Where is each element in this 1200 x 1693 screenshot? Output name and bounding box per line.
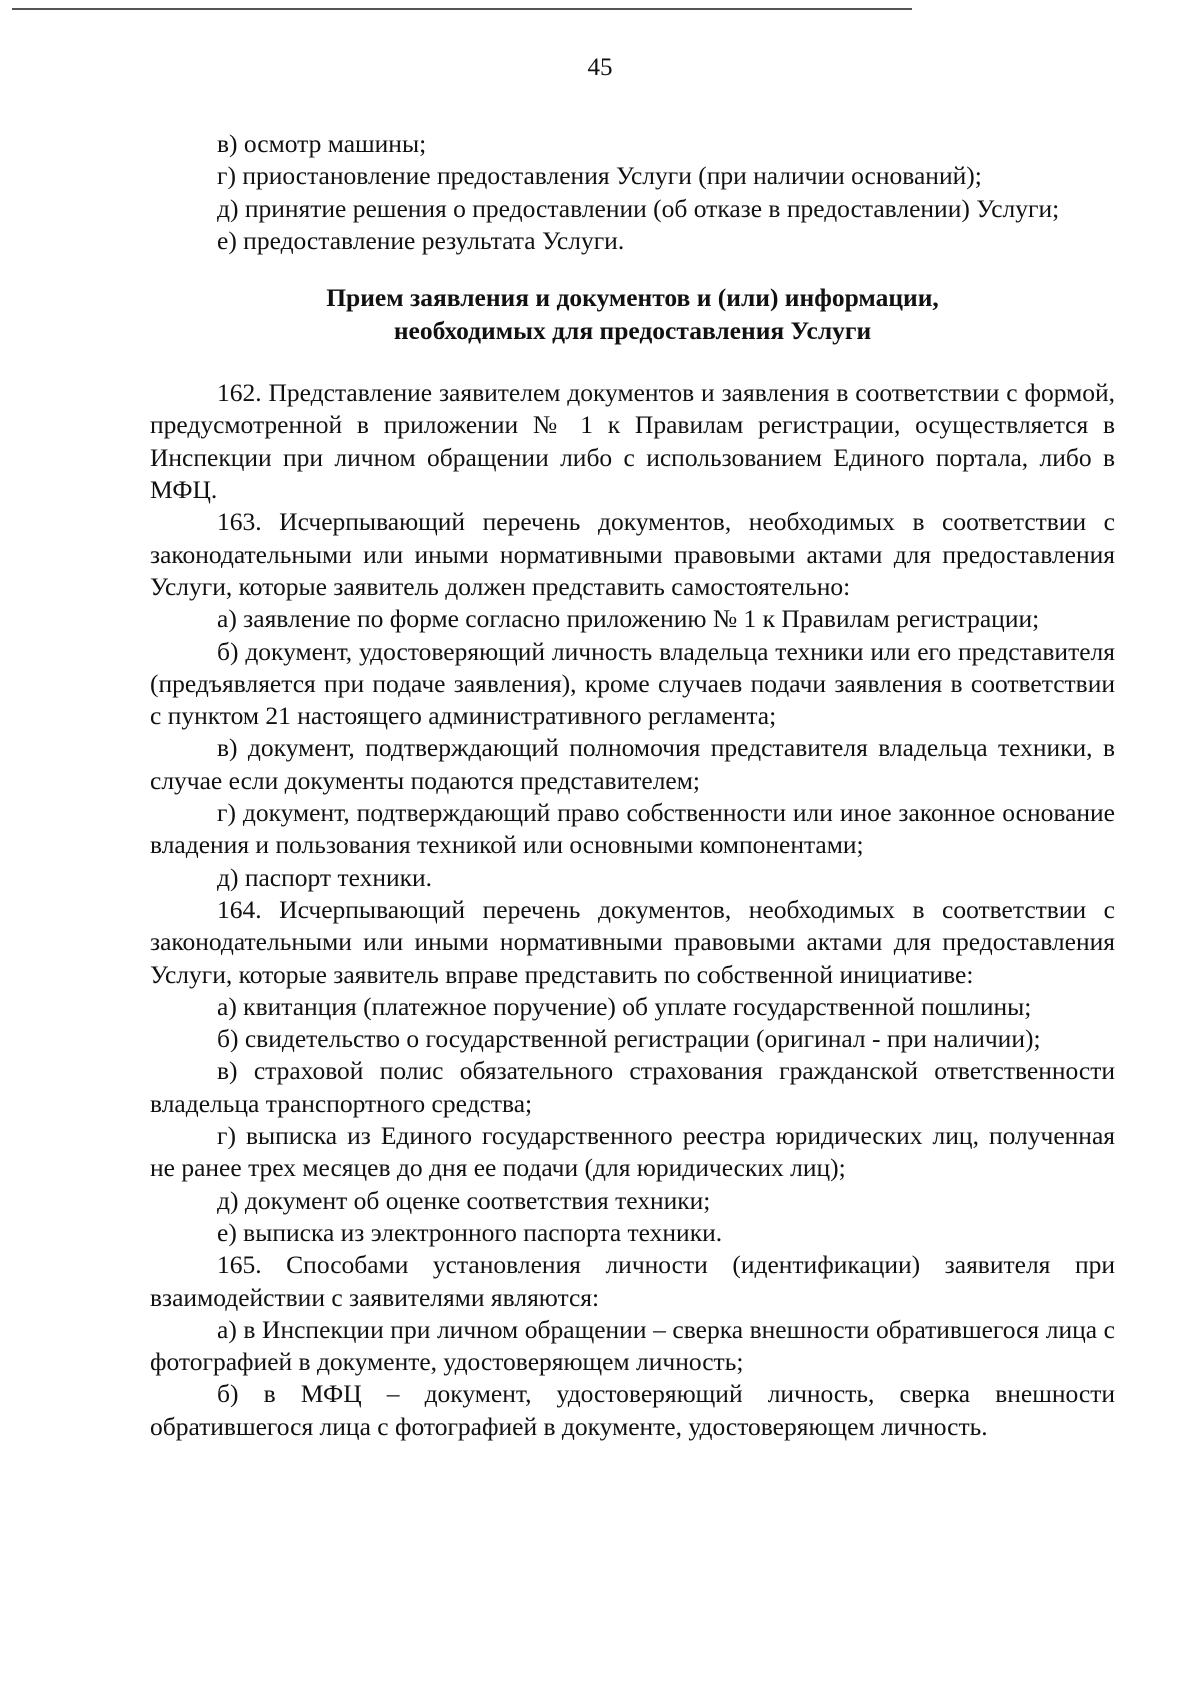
section-heading-line-1: Прием заявления и документов и (или) информации, (326, 283, 939, 313)
list-item: д) документ об оценке соответствия техники; (217, 1185, 711, 1215)
list-item: е) выписка из электронного паспорта техники. (217, 1217, 723, 1247)
paragraph-163: 163. Исчерпывающий перечень документов, необходимых в соответствии с законодательными или иными нормативными правовыми актами для предоставления Услуги, которые заявитель должен представить самостоятельно: (150, 507, 1115, 601)
section-heading-line-2: необходимых для предоставления Услуги (393, 316, 872, 346)
list-item: в) осмотр машины; (217, 129, 427, 158)
document-body (150, 128, 1115, 1443)
list-item: б) в МФЦ – документ, удостоверяющий личность, сверка внешности обратившегося лица с фотографией в документе, удостоверяющем личность. (150, 1379, 1115, 1441)
list-item: б) документ, удостоверяющий личность владельца техники или его представителя (предъявляется при подаче заявления), кроме случаев подачи заявления в соответствии с пунктом 21 настоящего административного регламента; (150, 636, 1115, 731)
paragraph-164: 164. Исчерпывающий перечень документов, необходимых в соответствии с законодательными или иными нормативными правовыми актами для предоставления Услуги, которые заявитель вправе представить по собственной инициативе: (150, 894, 1115, 989)
list-item: д) паспорт техники. (217, 862, 433, 892)
list-item: г) приостановление предоставления Услуги (при наличии оснований); (217, 161, 982, 191)
list-item: г) выписка из Единого государственного реестра юридических лиц, полученная не ранее трех месяцев до дня ее подачи (для юридических лиц); (150, 1121, 1115, 1183)
top-border-line (12, 8, 912, 10)
list-item: в) документ, подтверждающий полномочия представителя владельца техники, в случае если документы подаются представителем; (150, 733, 1115, 795)
paragraph-162: 162. Представление заявителем документов и заявления в соответствии с формой, предусмотренной в приложении № 1 к Правилам регистрации, осуществляется в Инспекции при личном обращении либо с использованием Единого портала, либо в МФЦ. (150, 378, 1115, 505)
list-item: а) квитанция (платежное поручение) об уплате государственной пошлины; (217, 991, 1032, 1021)
section-heading (150, 281, 1115, 347)
paragraph-165: 165. Способами установления личности (идентификации) заявителя при взаимодействии с заявителями являются: (150, 1250, 1115, 1312)
list-item: а) в Инспекции при личном обращении – сверка внешности обратившегося лица с фотографией в документе, удостоверяющем личность; (150, 1314, 1115, 1377)
list-item: е) предоставление результата Услуги. (217, 225, 625, 255)
list-item: д) принятие решения о предоставлении (об отказе в предоставлении) Услуги; (217, 193, 1060, 223)
list-item: а) заявление по форме согласно приложению № 1 к Правилам регистрации; (217, 604, 1040, 634)
page-number: 45 (587, 54, 613, 81)
list-item: г) документ, подтверждающий право собственности или иное законное основание владения и пользования техникой или основными компонентами; (150, 798, 1115, 860)
list-item: б) свидетельство о государственной регистрации (оригинал - при наличии); (217, 1024, 1041, 1054)
list-item: в) страховой полис обязательного страхования гражданской ответственности владельца транспортного средства; (150, 1056, 1115, 1118)
